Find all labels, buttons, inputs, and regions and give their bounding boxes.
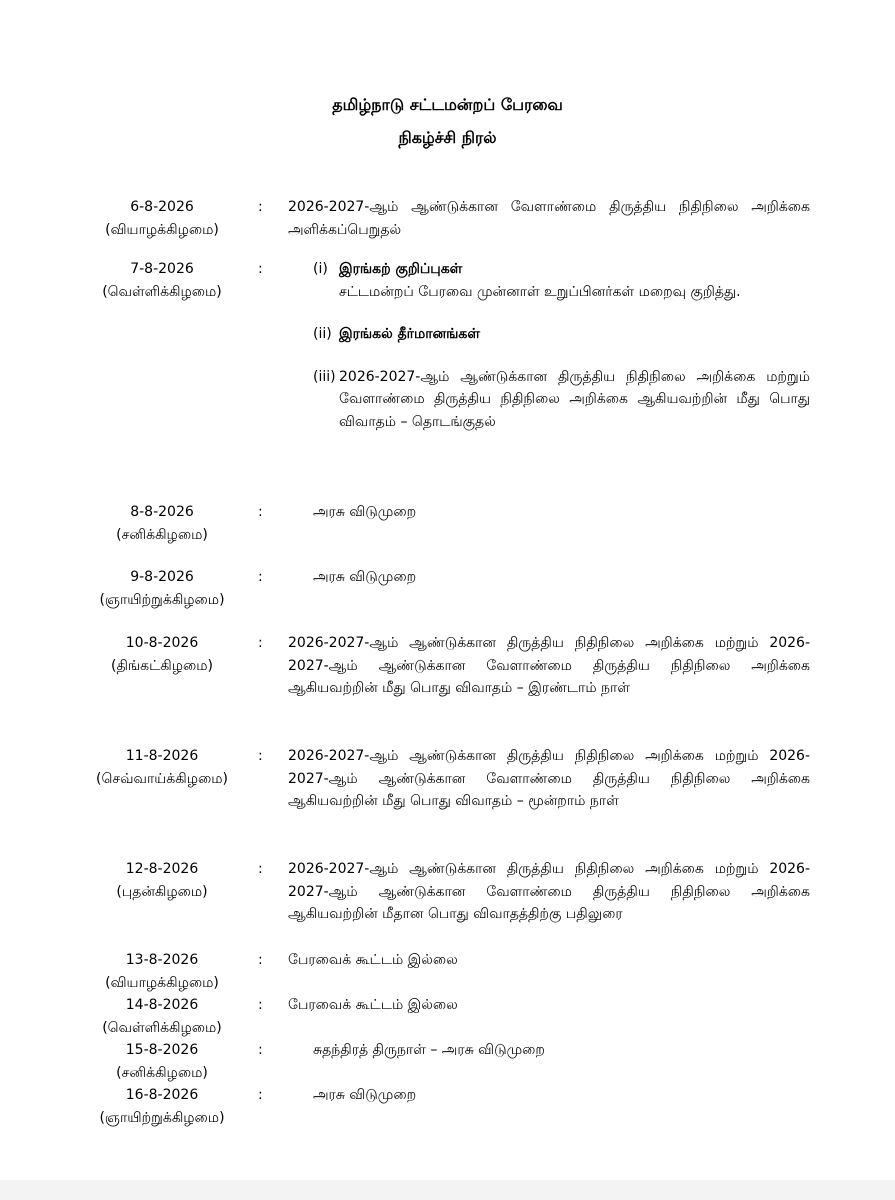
entry-text: அரசு விடுமுறை (313, 504, 417, 520)
entry-date: 13-8-2026 (125, 952, 199, 968)
item-body: சட்டமன்றப் பேரவை முன்னாள் உறுப்பினர்கள் மறைவு குறித்து. (339, 283, 741, 300)
entry-day: (புதன்கிழமை) (116, 883, 208, 900)
entry-day: (ஞாயிற்றுக்கிழமை) (99, 591, 225, 608)
item-numeral: (iii) (313, 368, 336, 385)
entry-text: 2026-2027-ஆம் ஆண்டுக்கான திருத்திய நிதிநிலை அறிக்கை மற்றும் 2026-2027-ஆம் ஆண்டுக்கான வேளாண்மை திருத்திய நிதிநிலை அறிக்கை ஆகியவற்றின் மீது பொது விவாதம் – மூன்றாம் நாள் (288, 748, 810, 809)
entry-separator: : (258, 861, 263, 877)
entry-date-block (82, 501, 242, 546)
entry-text: அரசு விடுமுறை (313, 569, 417, 585)
entry-date-block (82, 994, 242, 1039)
entry-date-block (82, 858, 242, 903)
entry-day: (சனிக்கிழமை) (116, 526, 208, 543)
entry-date: 10-8-2026 (125, 635, 199, 651)
item-title: இரங்கல் தீர்மானங்கள் (339, 326, 481, 342)
entry-date-block (82, 1084, 242, 1129)
entry-text: அரசு விடுமுறை (313, 1087, 417, 1103)
entry-date-block (82, 196, 242, 241)
entry-date-block (82, 258, 242, 303)
entry-date: 9-8-2026 (130, 569, 194, 585)
entry-date-block (82, 1039, 242, 1084)
entry-date: 14-8-2026 (125, 997, 199, 1013)
entry-separator: : (258, 569, 263, 585)
document-title: தமிழ்நாடு சட்டமன்றப் பேரவை (332, 95, 563, 114)
entry-date: 16-8-2026 (125, 1087, 199, 1103)
entry-separator: : (258, 748, 263, 764)
entry-day: (செவ்வாய்க்கிழமை) (96, 770, 228, 787)
entry-day: (வியாழக்கிழமை) (105, 221, 219, 238)
entry-day: (ஞாயிற்றுக்கிழமை) (99, 1109, 225, 1126)
agenda-item (313, 258, 810, 303)
entry-date: 15-8-2026 (125, 1042, 199, 1058)
entry-separator: : (258, 1042, 263, 1058)
entry-text: 2026-2027-ஆம் ஆண்டுக்கான வேளாண்மை திருத்திய நிதிநிலை அறிக்கை அளிக்கப்பெறுதல் (288, 199, 810, 238)
entry-date: 6-8-2026 (130, 199, 194, 215)
entry-day: (வெள்ளிக்கிழமை) (102, 1019, 222, 1036)
entry-day: (திங்கட்கிழமை) (110, 657, 213, 674)
entry-day: (வெள்ளிக்கிழமை) (102, 283, 222, 300)
agenda-item (313, 323, 810, 346)
entry-separator: : (258, 261, 263, 277)
entry-day: (சனிக்கிழமை) (116, 1064, 208, 1081)
item-body: 2026-2027-ஆம் ஆண்டுக்கான திருத்திய நிதிநிலை அறிக்கை மற்றும் வேளாண்மை திருத்திய நிதிநிலை அறிக்கை ஆகியவற்றின் மீது பொது விவாதம் – தொடங்குதல் (339, 368, 810, 430)
entry-date: 11-8-2026 (125, 748, 199, 764)
entry-date: 8-8-2026 (130, 504, 194, 520)
item-numeral: (ii) (313, 326, 332, 342)
entry-text: பேரவைக் கூட்டம் இல்லை (288, 997, 458, 1013)
entry-date-block (82, 745, 242, 790)
entry-separator: : (258, 1087, 263, 1103)
entry-separator: : (258, 635, 263, 651)
entry-text: சுதந்திரத் திருநாள் – அரசு விடுமுறை (313, 1042, 545, 1058)
entry-text: 2026-2027-ஆம் ஆண்டுக்கான திருத்திய நிதிநிலை அறிக்கை மற்றும் 2026-2027-ஆம் ஆண்டுக்கான வேளாண்மை திருத்திய நிதிநிலை அறிக்கை ஆகியவற்றின் மீது பொது விவாதம் – இரண்டாம் நாள் (288, 635, 810, 696)
entry-date: 12-8-2026 (125, 861, 199, 877)
entry-separator: : (258, 997, 263, 1013)
entry-date-block (82, 566, 242, 611)
agenda-item (313, 366, 810, 434)
document-subtitle: நிகழ்ச்சி நிரல் (398, 128, 497, 147)
entry-day: (வியாழக்கிழமை) (105, 974, 219, 991)
item-numeral: (i) (313, 261, 328, 277)
entry-separator: : (258, 504, 263, 520)
entry-text: பேரவைக் கூட்டம் இல்லை (288, 952, 458, 968)
entry-separator: : (258, 952, 263, 968)
entry-item-list (313, 258, 810, 433)
entry-date: 7-8-2026 (130, 261, 194, 277)
entry-separator: : (258, 199, 263, 215)
entry-text: 2026-2027-ஆம் ஆண்டுக்கான திருத்திய நிதிநிலை அறிக்கை மற்றும் 2026-2027-ஆம் ஆண்டுக்கான வேளாண்மை திருத்திய நிதிநிலை அறிக்கை ஆகியவற்றின் மீதான பொது விவாதத்திற்கு பதிலுரை (288, 861, 810, 922)
entry-date-block (82, 949, 242, 994)
entry-date-block (82, 632, 242, 677)
item-title: இரங்கற் குறிப்புகள் (339, 261, 463, 277)
